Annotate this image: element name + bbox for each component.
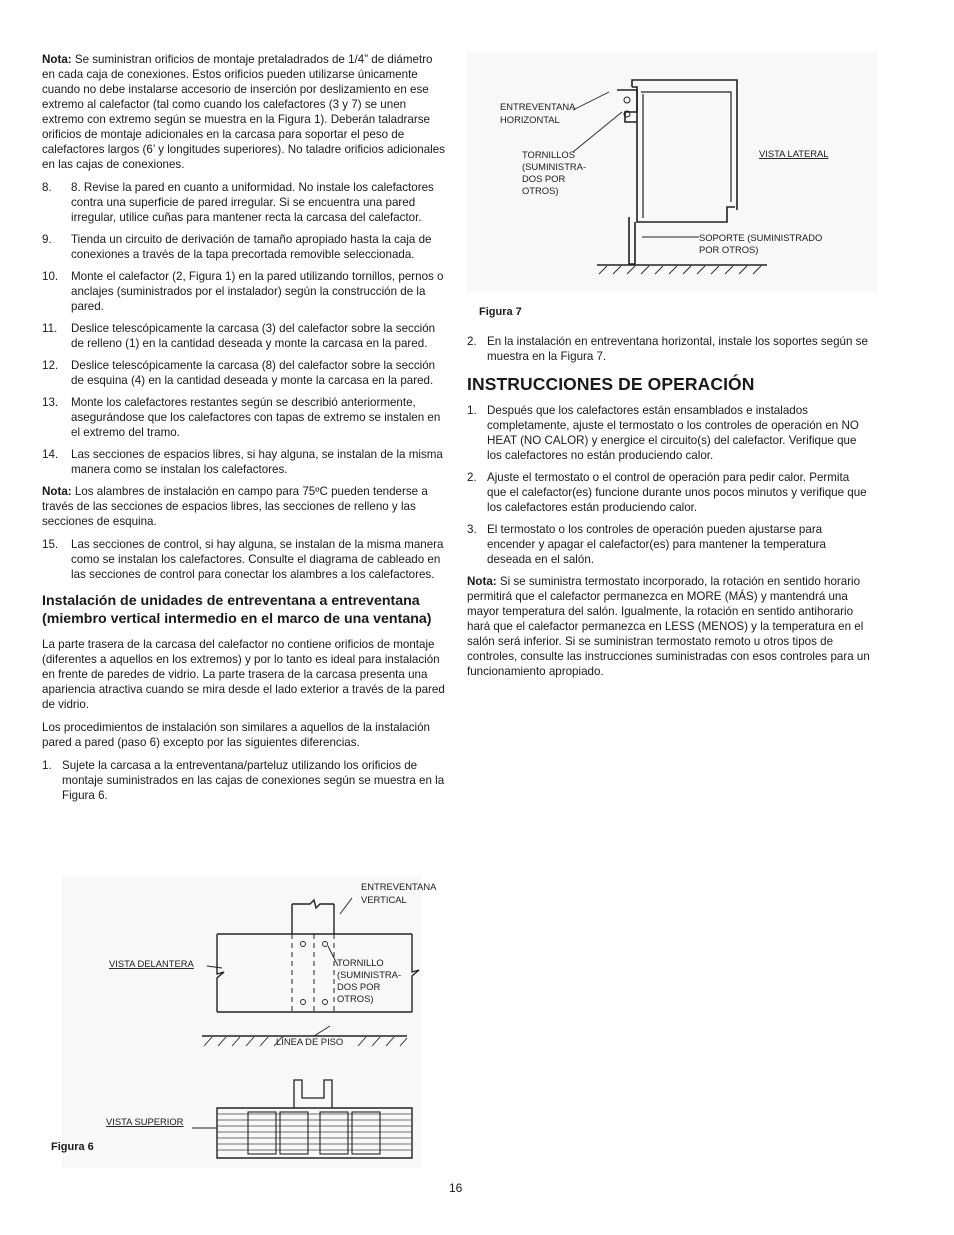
list-number: 13. [42, 396, 59, 409]
list-number: 9. [42, 233, 52, 246]
section-heading: INSTRUCCIONES DE OPERACIÓN [467, 374, 755, 394]
nota-text: Se suministran orificios de montaje pretaladrados de 1/4” de diámetro en cada caja de conexiones. Estos orificios pueden utilizarse únicamente cuando no debe instalarse accesorio de inserción por deslizamiento en ese extremo al calefactor (tal como cuando los calefactores (3 y 7) se unen extremo con extremo según se muestra en la Figura 1). Deberán taladrarse orificios de montaje adicionales en la carcasa para soportar el peso de calefactores largos (6’ y longitudes superiores). No taladre orificios adicionales en las cajas de conexiones. [42, 53, 445, 171]
label-tornillo: DOS POR [337, 981, 381, 992]
list-text: Ajuste el termostato o el control de operación para pedir calor. Permita que el calefactor(es) funcione durante unos pocos minutos y verifique que los calefactores están produciendo calor. [487, 471, 867, 514]
label-tornillos: TORNILLOS [522, 149, 575, 160]
list-item [42, 537, 446, 582]
list-number: 2. [467, 335, 477, 348]
list-text: El termostato o los controles de operación pueden ajustarse para encender y apagar el calefactor(es) para mantener la temperatura deseada en el salón. [487, 523, 826, 566]
page-number: 16 [449, 1181, 463, 1195]
list-number: 1. [42, 759, 52, 772]
label-tornillo: OTROS) [337, 993, 374, 1004]
list-item [467, 522, 871, 567]
nota-label: Nota: [467, 575, 497, 588]
label-soporte: SOPORTE (SUMINISTRADO [699, 232, 823, 243]
list-text: En la instalación en entreventana horizontal, instale los soportes según se muestra en la Figura 7. [487, 335, 868, 363]
list-item [467, 403, 871, 463]
list-number: 2. [467, 471, 477, 484]
list-item [42, 232, 446, 262]
label-vista-superior: VISTA SUPERIOR [106, 1116, 184, 1127]
figure-7-label: Figura 7 [479, 306, 522, 318]
list-number: 12. [42, 359, 59, 372]
list-number: 11. [42, 322, 58, 335]
label-tornillos: (SUMINISTRA- [522, 161, 587, 172]
nota-label: Nota: [42, 485, 72, 498]
list-item [467, 470, 871, 515]
list-text: Después que los calefactores están ensamblados e instalados completamente, ajuste el termostato o los controles de operación en NO HEAT (NO CALOR) y energice el circuito(s) del calefactor. Verifique que los calefactores no están produciendo calor. [487, 404, 859, 462]
label-linea-piso: LÍNEA DE PISO [276, 1036, 344, 1047]
label-entreventana: VERTICAL [361, 894, 407, 905]
label-tornillos: DOS POR [522, 173, 566, 184]
list-text: Deslice telescópicamente la carcasa (3) del calefactor sobre la sección de relleno (1) en la cantidad deseada y monte la carcasa en la pared. [71, 322, 436, 350]
list-item [42, 358, 446, 388]
list-text: Las secciones de control, si hay alguna, se instalan de la misma manera como se instalan los calefactores. Consulte el diagrama de cableado en las secciones de control para conectar los alambres a los calefactores. [71, 538, 444, 581]
right-column [467, 334, 871, 687]
list-text: Sujete la carcasa a la entreventana/parteluz utilizando los orificios de montaje suministrados en las cajas de conexiones según se muestra en la Figura 6. [62, 759, 445, 802]
list-text: Monte el calefactor (2, Figura 1) en la pared utilizando tornillos, pernos o anclajes (suministrados por el instalador) según la construcción de la pared. [71, 270, 444, 313]
list-item [467, 334, 871, 364]
nota-text: Si se suministra termostato incorporado, la rotación en sentido horario permitirá que el calefactor permanezca en MORE (MÁS) y mantendrá una mayor temperatura del salón. Igualmente, la rotación en sentido antihorario hará que el calefactor permanezca en LESS (MENOS) y la temperatura en el salón será inferior. Si se suministran termostato remoto u otros tipos de controles, consulte las instrucciones suministradas con esos controles para un funcionamiento apropiado. [467, 575, 870, 678]
list-text: Las secciones de espacios libres, si hay alguna, se instalan de la misma manera como se instalan los calefactores. [71, 448, 443, 476]
list-item [42, 180, 446, 225]
nota-label: Nota: [42, 53, 72, 66]
list-item [42, 321, 446, 351]
nota-paragraph-1 [42, 52, 446, 172]
list-text: Deslice telescópicamente la carcasa (8) del calefactor sobre la sección de esquina (4) en la cantidad deseada y monte la carcasa en la pared. [71, 359, 436, 387]
list-text: Tienda un circuito de derivación de tamaño apropiado hasta la caja de conexiones a través de la tapa precortada removible seleccionada. [71, 233, 432, 261]
list-item [42, 758, 446, 803]
nota-paragraph-2 [42, 484, 446, 529]
list-item [42, 395, 446, 440]
figure-background [467, 52, 877, 292]
section-heading: Instalación de unidades de entreventana a entreventana (miembro vertical intermedio en el marco de una ventana) [42, 593, 432, 627]
label-soporte: POR OTROS) [699, 244, 759, 255]
list-text: 8. Revise la pared en cuanto a uniformidad. No instale los calefactores contra una superficie de pared irregular. Si se encuentra una pared irregular, utilice cuñas para mantener recta la carcasa del calefactor. [71, 181, 434, 224]
list-text: Monte los calefactores restantes según se describió anteriormente, asegurándose que los calefactores con tapas de extremo se instalen en el extremo del tramo. [71, 396, 441, 439]
nota-text: Los alambres de instalación en campo para 75ºC pueden tenderse a través de las secciones de espacios libres, las secciones de relleno y las secciones de esquina. [42, 485, 428, 528]
list-item [42, 269, 446, 314]
list-number: 15. [42, 538, 59, 551]
label-entreventana: HORIZONTAL [500, 114, 560, 125]
figure-7-diagram [467, 52, 877, 292]
list-item [42, 447, 446, 477]
left-column [42, 52, 446, 810]
label-vista-delantera: VISTA DELANTERA [109, 958, 194, 969]
list-number: 3. [467, 523, 477, 536]
label-vista-lateral: VISTA LATERAL [759, 148, 829, 159]
label-entreventana: ENTREVENTANA [361, 881, 437, 892]
label-tornillo: TORNILLO [337, 957, 384, 968]
list-number: 10. [42, 270, 59, 283]
body-paragraph: Los procedimientos de instalación son similares a aquellos de la instalación pared a pared (paso 6) excepto por las siguientes diferencias. [42, 721, 430, 749]
list-number: 1. [467, 404, 477, 417]
figure-6-diagram [62, 876, 437, 1168]
figure-6-label: Figura 6 [51, 1141, 94, 1153]
label-tornillo: (SUMINISTRA- [337, 969, 402, 980]
label-tornillos: OTROS) [522, 185, 559, 196]
body-paragraph: La parte trasera de la carcasa del calefactor no contiene orificios de montaje (diferentes a aquellos en los extremos) y por lo tanto es ideal para instalación en frente de paredes de vidrio. La parte trasera de la carcasa presenta una apariencia atractiva cuando se mira desde el lado exterior a través de la pared de vidrio. [42, 638, 445, 711]
nota-paragraph [467, 574, 871, 679]
list-number: 14. [42, 448, 59, 461]
list-number: 8. [42, 181, 52, 194]
label-entreventana: ENTREVENTANA [500, 101, 576, 112]
